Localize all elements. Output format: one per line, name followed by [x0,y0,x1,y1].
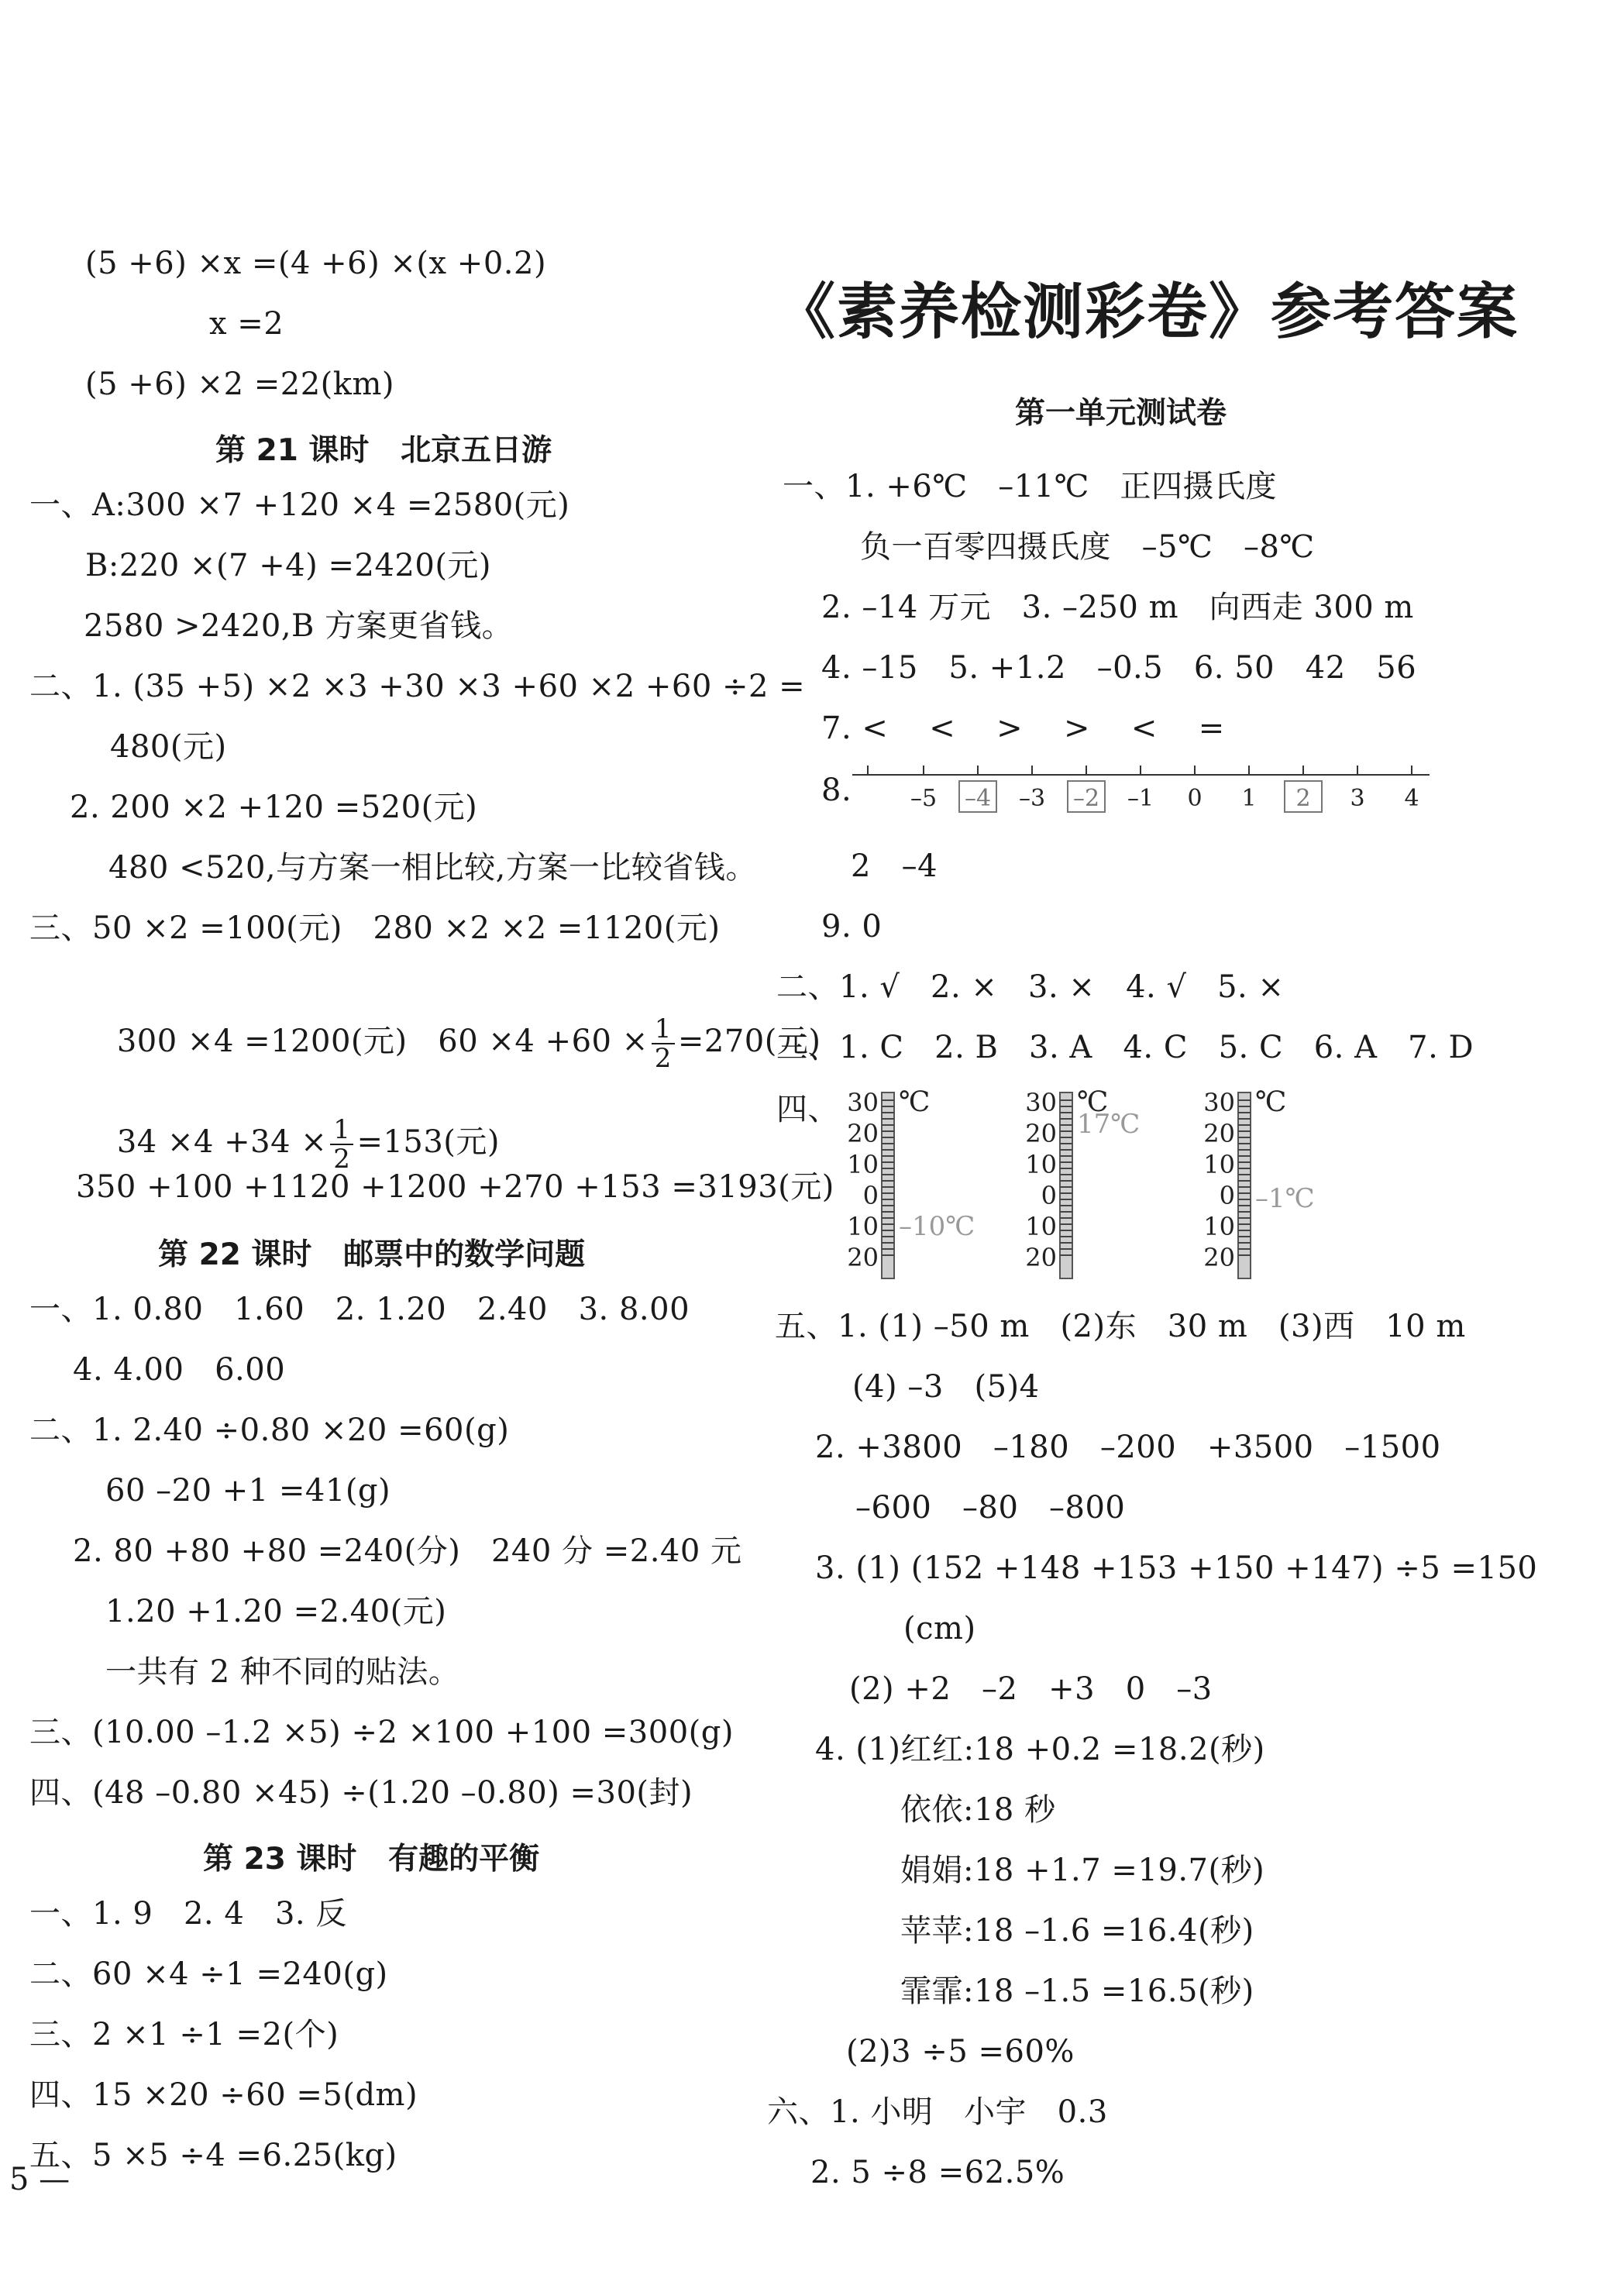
scale-label: 30 [1203,1088,1235,1117]
answer-line: 3. (1) (152 +148 +153 +150 +147) ÷5 =150 [815,1550,1538,1586]
page-number: 5 — [9,2162,71,2197]
answer-line: 1.20 +1.20 =2.40(元) [105,1594,447,1629]
scale-label: 10 [847,1212,879,1241]
scale-label: 10 [1025,1212,1057,1241]
answer-line: 2 –4 [851,848,938,884]
answer-line: 4. 4.00 6.00 [73,1352,286,1388]
unit-label: ℃ [899,1086,931,1118]
answer-line: 三、1. C 2. B 3. A 4. C 5. C 6. A 7. D [776,1030,1474,1065]
scale-label: 0 [1219,1181,1235,1210]
fraction-denominator: 2 [333,1144,351,1175]
answer-line: 一、A:300 ×7 +120 ×4 =2580(元) [29,487,570,523]
answer-line: 2. –14 万元 3. –250 m 向西走 300 m [821,590,1414,625]
answer-line: 一、1. 9 2. 4 3. 反 [29,1896,347,1932]
answer-line: 2. 200 ×2 +120 =520(元) [70,790,478,825]
answer-line: 二、60 ×4 ÷1 =240(g) [29,1956,388,1992]
scale-label: 20 [1203,1243,1235,1272]
answer-line: 四、15 ×20 ÷60 =5(dm) [29,2077,418,2113]
answer-line: (4) –3 (5)4 [852,1369,1040,1405]
answer-line: 一、1. 0.80 1.60 2. 1.20 2.40 3. 8.00 [29,1292,690,1327]
answer-line: 2. +3800 –180 –200 +3500 –1500 [815,1430,1441,1465]
answer-line: (cm) [903,1611,976,1646]
scale-label: 10 [847,1150,879,1179]
thermometer-tube [1060,1092,1072,1278]
section-heading: 第 22 课时 邮票中的数学问题 [158,1237,586,1272]
answer-line: 苹苹:18 –1.6 =16.4(秒) [900,1913,1254,1949]
tick-label: –4 [964,785,992,812]
tick-label: 0 [1187,785,1203,812]
fraction [652,1015,675,1072]
answer-line: 四、 [776,1092,839,1127]
thermometer-diagrams [814,1085,1371,1294]
answer-line: 五、1. (1) –50 m (2)东 30 m (3)西 10 m [775,1309,1466,1344]
equation-line: x =2 [209,306,284,342]
scale-label: 30 [1025,1088,1057,1117]
section-heading: 第一单元测试卷 [1015,396,1227,431]
answer-line: 480 <520,与方案一相比较,方案一比较省钱。 [108,850,757,886]
answer-line: 4. –15 5. +1.2 –0.5 6. 50 42 56 [821,650,1417,686]
scale-label: 20 [1203,1119,1235,1148]
tick-label: 2 [1295,785,1311,812]
page-title: 《素养检测彩卷》参考答案 [775,277,1519,347]
answer-line: 三、50 ×2 =100(元) 280 ×2 ×2 =1120(元) [29,910,721,946]
scale-label: 20 [847,1243,879,1272]
answer-line: 2. 5 ÷8 =62.5% [810,2155,1065,2190]
text-segment: =153(元) [356,1124,501,1160]
scale-label: 30 [847,1088,879,1117]
answer-line: 霏霏:18 –1.5 =16.5(秒) [900,1973,1254,2009]
tick-label: –3 [1018,785,1046,812]
tick-label: 3 [1350,785,1365,812]
answer-line: (2) +2 –2 +3 0 –3 [849,1671,1213,1707]
answer-line: 7. < < > > < = [821,711,1225,746]
answer-line: 娟娟:18 +1.7 =19.7(秒) [900,1853,1265,1888]
tick-label: 1 [1241,785,1257,812]
answer-line: 四、(48 –0.80 ×45) ÷(1.20 –0.80) =30(封) [29,1775,693,1811]
scale-label: 10 [1203,1150,1235,1179]
answer-line: 一、1. +6℃ –11℃ 正四摄氏度 [783,469,1278,504]
tick-label: –1 [1127,785,1154,812]
thermometer-tube [882,1092,894,1278]
tick-label: –5 [910,785,938,812]
answer-line: 480(元) [110,729,227,765]
text-segment: =270(元) [677,1024,821,1059]
tick-label: 4 [1404,785,1419,812]
answer-line: 60 –20 +1 =41(g) [105,1473,391,1509]
scale-label: 20 [1025,1119,1057,1148]
answer-line: 一共有 2 种不同的贴法。 [105,1654,460,1690]
fraction [330,1116,353,1173]
answer-line: 六、1. 小明 小宇 0.3 [767,2094,1108,2130]
fraction-numerator: 1 [652,1015,675,1044]
unit-label: ℃ [1255,1086,1287,1118]
answer-line: 依依:18 秒 [900,1792,1056,1828]
answer-line: 二、1. (35 +5) ×2 ×3 +30 ×3 +60 ×2 +60 ÷2 = [29,669,806,704]
answer-line: 二、1. 2.40 ÷0.80 ×20 =60(g) [29,1412,510,1448]
scale-label: 0 [862,1181,879,1210]
fraction-denominator: 2 [654,1043,672,1074]
answer-line: 负一百零四摄氏度 –5℃ –8℃ [860,529,1315,565]
temperature-reading: 17℃ [1077,1109,1141,1140]
temperature-reading: –1℃ [1255,1183,1315,1214]
section-heading: 第 23 课时 有趣的平衡 [203,1842,540,1877]
thermometer-tube [1238,1092,1251,1278]
scale-label: 0 [1041,1181,1057,1210]
answer-line: 350 +100 +1120 +1200 +270 +153 =3193(元) [76,1169,834,1205]
answer-line: –600 –80 –800 [855,1490,1126,1526]
answer-line: 2. 80 +80 +80 =240(分) 240 分 =2.40 元 [73,1533,742,1569]
unit-label: ℃ [1077,1086,1109,1118]
answer-line: B:220 ×(7 +4) =2420(元) [85,548,492,583]
scale-label: 20 [847,1119,879,1148]
section-heading: 第 21 课时 北京五日游 [215,433,552,468]
scale-label: 10 [1203,1212,1235,1241]
text-segment: 300 ×4 =1200(元) 60 ×4 +60 × [116,1024,649,1059]
answer-line: 二、1. √ 2. × 3. × 4. √ 5. × [776,969,1285,1005]
equation-line: (5 +6) ×x =(4 +6) ×(x +0.2) [85,246,547,281]
temperature-reading: –10℃ [899,1211,975,1242]
answer-line: 三、(10.00 –1.2 ×5) ÷2 ×100 +100 =300(g) [29,1715,734,1750]
tick-label: –2 [1072,785,1100,812]
answer-line: 9. 0 [821,909,883,944]
answer-line: 8. [821,772,852,808]
answer-line: 五、5 ×5 ÷4 =6.25(kg) [29,2138,397,2173]
text-segment: 34 ×4 +34 × [116,1124,328,1160]
answer-line: 2580 >2420,B 方案更省钱。 [84,608,514,644]
number-line [852,752,1441,837]
scale-label: 20 [1025,1243,1057,1272]
answer-line: 4. (1)红红:18 +0.2 =18.2(秒) [815,1732,1265,1767]
scale-label: 10 [1025,1150,1057,1179]
fraction-numerator: 1 [330,1116,353,1145]
answer-line: (2)3 ÷5 =60% [846,2034,1075,2070]
equation-line: (5 +6) ×2 =22(km) [85,366,395,402]
answer-line: 三、2 ×1 ÷1 =2(个) [29,2017,339,2052]
